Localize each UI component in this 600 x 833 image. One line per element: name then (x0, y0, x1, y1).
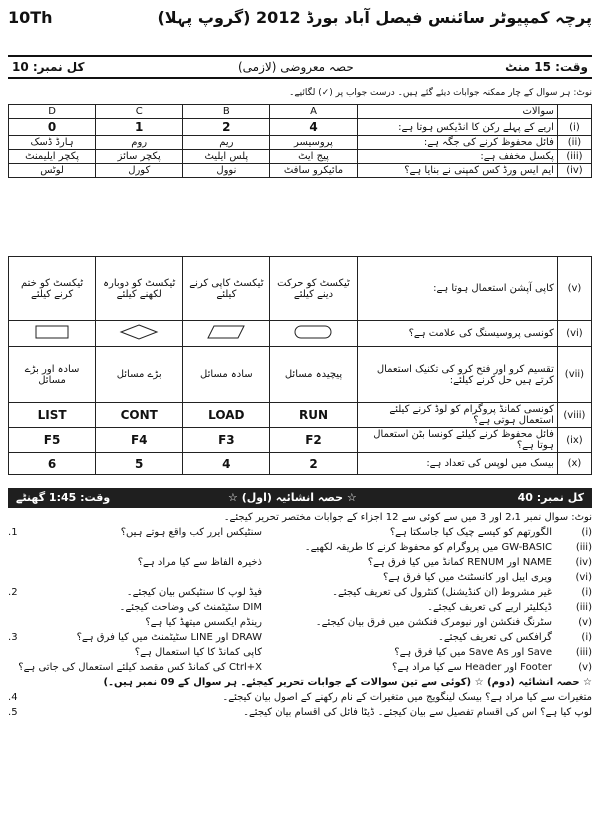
option-b: سادہ مسائل (183, 347, 270, 403)
option-d: پکچر ایلیمنٹ (9, 150, 96, 164)
mcq-row (9, 403, 592, 428)
question-text: اریے کے پہلے رکن کا انڈیکس ہوتا ہے: (357, 119, 557, 136)
short-question-row (8, 542, 592, 557)
option-a: پیچیدہ مسائل (270, 347, 357, 403)
part-text-2: ذخیرہ الفاظ سے کیا مراد ہے؟ (137, 557, 262, 568)
question-text: کاپی آپشن استعمال ہوتا ہے: (357, 257, 557, 321)
part-text: ڈیکلیئر اریے کی تعریف کیجئے۔ (427, 602, 552, 613)
part-text: الگورتھم کو کیسے چیک کیا جاسکتا ہے؟ (389, 527, 552, 538)
question-text: فائل محفوظ کرنے کیلئے کونسا بٹن استعمال ہوتا ہے؟ (357, 428, 557, 453)
short-question-row (8, 617, 592, 632)
option-c: F4 (96, 428, 183, 453)
long-question-row (8, 692, 592, 707)
part-text-2: DIM سٹیٹمنٹ کی وضاحت کیجئے۔ (119, 602, 262, 613)
short-question-row (8, 602, 592, 617)
option-b: ٹیکسٹ کاپی کرنے کیلئے (183, 257, 270, 321)
question-number: (ii) (557, 136, 591, 150)
option-d: ہارڈ ڈسک (9, 136, 96, 150)
part-text-2: کاپی کمانڈ کا کیا استعمال ہے؟ (134, 647, 262, 658)
option-b: F3 (183, 428, 270, 453)
option-a: RUN (270, 403, 357, 428)
question-number: (v) (557, 257, 591, 321)
mcq-row (9, 119, 592, 136)
question-text: بیسک میں لوپس کی تعداد ہے: (357, 453, 557, 475)
objective-note: نوٹ: ہر سوال کے چار ممکنہ جوابات دیئے گئے ہیں۔ درست جواب پر (✓) لگائیے۔ (289, 88, 592, 98)
mcq-row (9, 321, 592, 347)
paper-header (8, 8, 592, 30)
part-text-2: سنٹیکس ایرر کب واقع ہوتے ہیں؟ (120, 527, 262, 538)
short-question-row (8, 557, 592, 572)
option-b: نوول (183, 164, 270, 178)
time-label: وقت: 15 منٹ (505, 60, 588, 74)
short-question-row (8, 647, 592, 662)
part-text-2: فیڈ لوپ کا سنٹیکس بیان کیجئے۔ (126, 587, 262, 598)
mcq-table-2 (8, 256, 592, 475)
paper-title: پرچہ کمپیوٹر سائنس فیصل آباد بورڈ 2012 (گروپ پہلا) (157, 8, 592, 27)
mcq-row (9, 257, 592, 321)
option-d: لوٹس (9, 164, 96, 178)
question-text: ایم ایس ورڈ کس کمپنی نے بنایا ہے؟ (357, 164, 557, 178)
option-a: مائیکرو سافٹ (270, 164, 357, 178)
option-c: CONT (96, 403, 183, 428)
question-number: (iii) (557, 150, 591, 164)
question-number: (vii) (557, 347, 591, 403)
option-d: ٹیکسٹ کو ختم کرنے کیلئے (9, 257, 96, 321)
short-question-row (8, 572, 592, 587)
option-d: سادہ اور بڑے مسائل (9, 347, 96, 403)
option-a: پروسیسر (270, 136, 357, 150)
part-text: گرافکس کی تعریف کیجئے۔ (438, 632, 552, 643)
part-text-2: رینڈم ایکسس میتھڈ کیا ہے؟ (145, 617, 262, 628)
mcq-row (9, 136, 592, 150)
question-text: پکسل مخفف ہے: (357, 150, 557, 164)
option-b: 2 (183, 119, 270, 136)
question-text: تقسیم کرو اور فتح کرو کی تکنیک استعمال کرتے ہیں حل کرنے کیلئے: (357, 347, 557, 403)
part-two-heading: ☆ حصہ انشائیہ (دوم) ☆ (کوئی سے تین سوالات کے جوابات تحریر کیجئے۔ ہر سوال کے 09 نمبر ہیں۔) (103, 677, 592, 688)
short-question-row (8, 662, 592, 677)
option-d: 6 (9, 453, 96, 475)
question-number: (ix) (557, 428, 591, 453)
long-question-text: متغیرات سے کیا مراد ہے؟ بیسک لینگویج میں متغیرات کے نام رکھنے کے اصول بیان کیجئے۔ (222, 692, 592, 703)
part-text-2: DRAW اور LINE سٹیٹمنٹ میں کیا فرق ہے؟ (76, 632, 262, 643)
option-a: F2 (270, 428, 357, 453)
header-c: C (96, 105, 183, 119)
option-c: 1 (96, 119, 183, 136)
mcq-header-row (9, 105, 592, 119)
header-question: سوالات (357, 105, 557, 119)
question-number: (i) (557, 119, 591, 136)
option-b (183, 321, 270, 347)
option-d: LIST (9, 403, 96, 428)
option-d (9, 321, 96, 347)
header-a: A (270, 105, 357, 119)
option-a: 2 (270, 453, 357, 475)
option-c: کورل (96, 164, 183, 178)
part-number: (iv) (575, 557, 592, 568)
question-number: (vi) (557, 321, 591, 347)
question-number: 5. (8, 707, 18, 718)
part-text: NAME اور RENUM کمانڈ میں کیا فرق ہے؟ (367, 557, 552, 568)
mcq-row (9, 453, 592, 475)
part-text: غیر مشروط (ان کنڈیشنل) کنٹرول کی تعریف کیجئے۔ (332, 587, 552, 598)
question-text: کونسی کمانڈ پروگرام کو لوڈ کرنے کیلئے استعمال ہوتی ہے؟ (357, 403, 557, 428)
question-text: کونسی پروسیسنگ کی علامت ہے؟ (357, 321, 557, 347)
subjective-note: نوٹ: سوال نمبر 2،1 اور 3 میں سے کوئی سے 12 اجزاء کے جوابات مختصر تحریر کیجئے۔ (223, 512, 592, 523)
part-number: (iii) (575, 647, 592, 658)
question-number: 1. (8, 527, 18, 538)
header-b: B (183, 105, 270, 119)
question-text: فائل محفوظ کرنے کی جگہ ہے: (357, 136, 557, 150)
part-text: GW-BASIC میں پروگرام کو محفوظ کرنے کا طریقہ لکھیے۔ (304, 542, 552, 553)
short-question-row (8, 632, 592, 647)
part-number: (iii) (575, 602, 592, 613)
header-d: D (9, 105, 96, 119)
marks-label: کل نمبر: 10 (12, 60, 85, 74)
question-number: 3. (8, 632, 18, 643)
subjective-time: وقت: 1:45 گھنٹے (16, 491, 111, 504)
short-question-row (8, 527, 592, 542)
part-number: (i) (581, 587, 592, 598)
option-c: بڑے مسائل (96, 347, 183, 403)
option-b: ریم (183, 136, 270, 150)
subjective-section-title: ☆ حصہ انشائیہ (اول) ☆ (228, 491, 357, 504)
part-number: (vi) (575, 572, 592, 583)
mcq-row (9, 428, 592, 453)
part-number: (v) (578, 662, 592, 673)
part-number: (iii) (575, 542, 592, 553)
question-number: 4. (8, 692, 18, 703)
long-question-text: لوپ کیا ہے؟ اس کی اقسام تفصیل سے بیان کیجئے۔ ڈیٹا فائل کی اقسام بیان کیجئے۔ (243, 707, 592, 718)
question-number: (iv) (557, 164, 591, 178)
question-number: (x) (557, 453, 591, 475)
terminal-symbol-icon (293, 324, 333, 340)
option-c: روم (96, 136, 183, 150)
processing-symbol-icon (32, 324, 72, 340)
io-symbol-icon (206, 324, 246, 340)
long-question-row (8, 707, 592, 722)
part-text: Save اور Save As میں کیا فرق ہے؟ (394, 647, 552, 658)
option-a: ٹیکسٹ کو حرکت دینے کیلئے (270, 257, 357, 321)
question-number: (viii) (557, 403, 591, 428)
option-c (96, 321, 183, 347)
option-b: LOAD (183, 403, 270, 428)
decision-symbol-icon (119, 324, 159, 340)
option-b: 4 (183, 453, 270, 475)
part-number: (v) (578, 617, 592, 628)
mcq-row (9, 164, 592, 178)
subjective-header-band (8, 488, 592, 508)
question-number: 2. (8, 587, 18, 598)
mcq-row (9, 347, 592, 403)
option-d: F5 (9, 428, 96, 453)
part-number: (i) (581, 527, 592, 538)
mcq-row (9, 150, 592, 164)
subjective-section (8, 512, 592, 722)
option-c: 5 (96, 453, 183, 475)
option-a (270, 321, 357, 347)
mcq-table-1 (8, 104, 592, 178)
option-a: 4 (270, 119, 357, 136)
short-question-row (8, 587, 592, 602)
part-number: (i) (581, 632, 592, 643)
option-b: پلس ایلیٹ (183, 150, 270, 164)
option-c: پکچر سائز (96, 150, 183, 164)
part-label: حصہ معروضی (لازمی) (238, 60, 354, 74)
part-text: Footer اور Header سے کیا مراد ہے؟ (392, 662, 552, 673)
part-text-2: Ctrl+X کی کمانڈ کس مقصد کیلئے استعمال کی جاتی ہے؟ (18, 662, 262, 673)
part-text: ویری ایبل اور کانسٹنٹ میں کیا فرق ہے؟ (382, 572, 552, 583)
subjective-marks: کل نمبر: 40 (517, 491, 584, 504)
part-text: سٹرنگ فنکشن اور نیومرک فنکشن میں فرق بیان کیجئے۔ (315, 617, 552, 628)
option-c: ٹیکسٹ کو دوبارہ لکھنے کیلئے (96, 257, 183, 321)
class-label: 10Th (8, 8, 53, 27)
option-d: 0 (9, 119, 96, 136)
paper-meta (8, 55, 592, 79)
option-a: پیج ایٹ (270, 150, 357, 164)
